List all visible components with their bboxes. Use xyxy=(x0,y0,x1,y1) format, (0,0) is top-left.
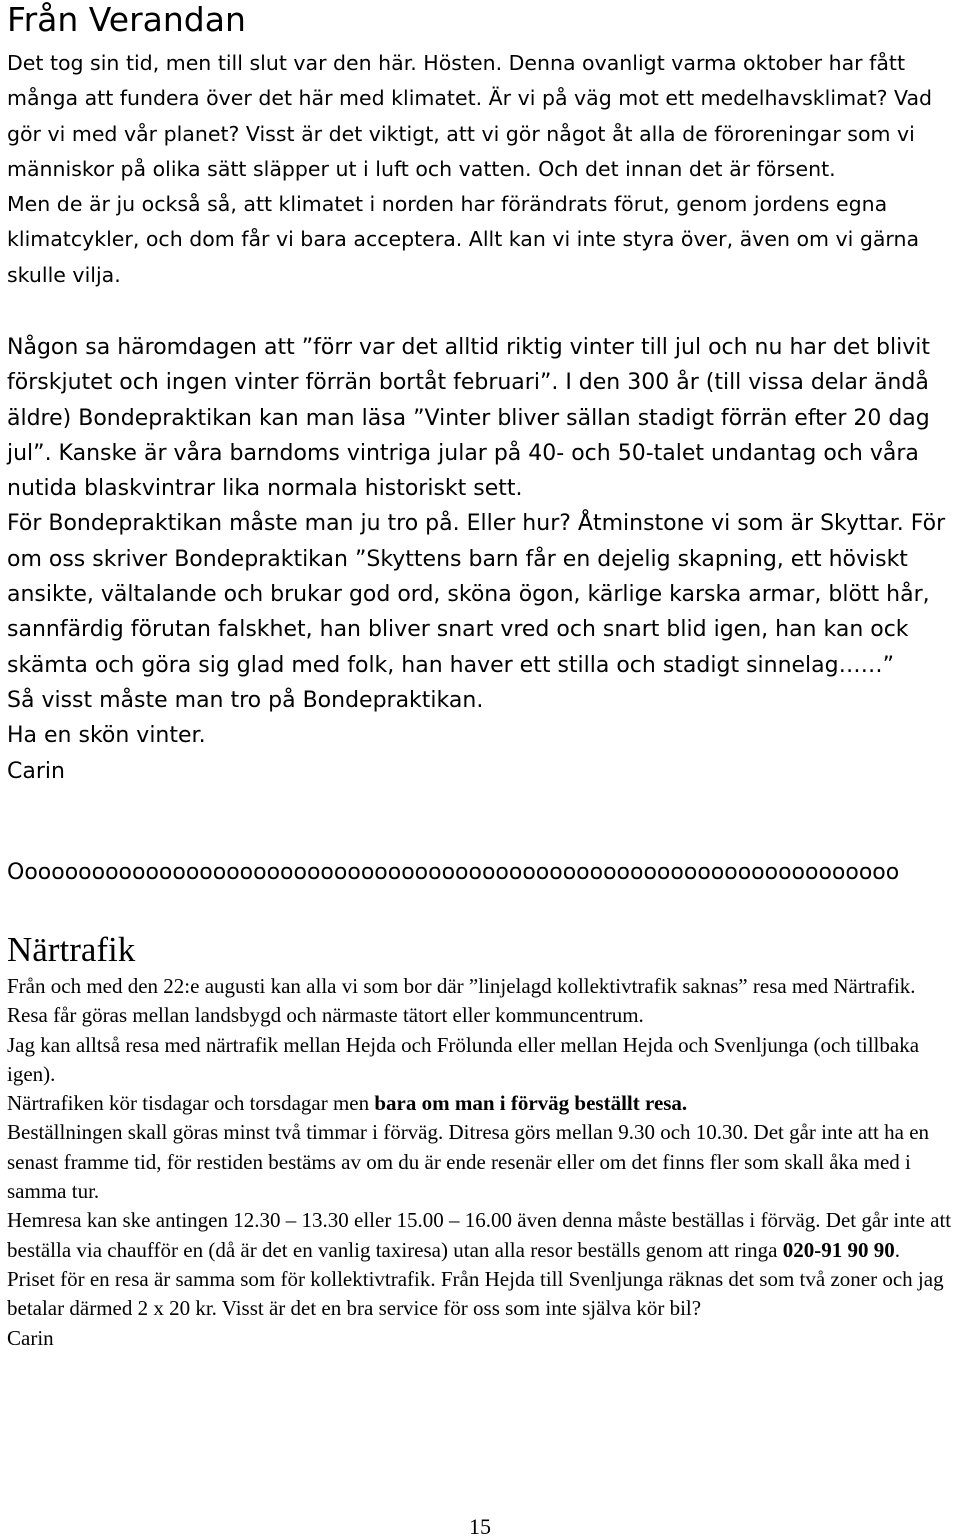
booking-required-text: bara om man i förväg beställt resa. xyxy=(374,1091,688,1116)
paragraph-nartrafik-route: Jag kan alltså resa med närtrafik mellan Hejda och Frölunda eller mellan Hejda och Svenljunga (och tillbaka igen). xyxy=(7,1032,920,1086)
phone-number: 020-91 90 90 xyxy=(782,1237,895,1262)
paragraph-greeting: Ha en skön vinter. xyxy=(7,723,206,749)
article-body-main xyxy=(7,330,953,789)
article-body-intro xyxy=(7,46,953,293)
article-title-fran-verandan: Från Verandan xyxy=(7,0,246,39)
paragraph-skyttar: För Bondepraktikan måste man ju tro på. Eller hur? Åtminstone vi som är Skyttar. För om oss skriver Bondepraktikan ”Skyttens barn får en dejelig skapning, ett höviskt ansikte, vältalande och brukar god ord, sköna ögon, kärlige karska armar, blött hår, sannfärdig förutan falskhet, han bliver snart vred och snart blid igen, han kan ock skämta och göra sig glad med folk, han haver ett stilla och stadigt sinnelag……” xyxy=(7,511,946,678)
section-divider: Oooooooooooooooooooooooooooooooooooooooooooooooooooooooooooooooooo xyxy=(7,860,900,885)
page-number: 15 xyxy=(469,1514,491,1539)
paragraph-climate-cycles: Men de är ju också så, att klimatet i norden har förändrats förut, genom jordens egna klimatcykler, och dom får vi bara acceptera. Allt kan vi inte styra över, även om vi gärna skulle vilja. xyxy=(7,192,920,287)
signature: Carin xyxy=(7,1325,54,1350)
article-body-nartrafik xyxy=(7,972,953,1353)
article-title-nartrafik: Närtrafik xyxy=(7,930,136,969)
paragraph-winter-quote: Någon sa häromdagen att ”förr var det alltid riktig vinter till jul och nu har det blivit förskjutet och ingen vinter förrän bortåt februari”. I den 300 år (till vissa delar ändå äldre) Bondepraktikan kan man läsa ”Vinter bliver sällan stadigt förrän efter 20 dag jul”. Kanske är våra barndoms vintriga jular på 40- och 50-talet undantag och våra nutida blaskvintrar lika normala historiskt sett. xyxy=(7,335,930,502)
paragraph-nartrafik-days xyxy=(7,1089,953,1118)
signature: Carin xyxy=(7,758,65,784)
return-text-end: . xyxy=(894,1237,900,1262)
paragraph-climate-autumn: Det tog sin tid, men till slut var den här. Hösten. Denna ovanligt varma oktober har fått många att fundera över det här med klimatet. Är vi på väg mot ett medelhavsklimat? Vad gör vi med vår planet? Visst är det viktigt, att vi gör något åt alla de föroreningar som vi människor på olika sätt släpper ut i luft och vatten. Och det innan det är försent. xyxy=(7,51,933,181)
paragraph-nartrafik-intro: Från och med den 22:e augusti kan alla vi som bor där ”linjelagd kollektivtrafik saknas” resa med Närtrafik. Resa får göras mellan landsbygd och närmaste tätort eller kommuncentrum. xyxy=(7,974,916,1028)
paragraph-nartrafik-price: Priset för en resa är samma som för kollektivtrafik. Från Hejda till Svenljunga räknas det som två zoner och jag betalar därmed 2 x 20 kr. Visst är det en bra service för oss som inte själva kör bil? xyxy=(7,1266,944,1321)
paragraph-nartrafik-return xyxy=(7,1206,953,1265)
paragraph-nartrafik-booking: Beställningen skall göras minst två timmar i förväg. Ditresa görs mellan 9.30 och 10.30. Det går inte att ha en senast framme tid, för restiden bestäms av om du är ende resenär eller om det finns fler som skall åka med i samma tur. xyxy=(7,1120,930,1204)
days-text: Närtrafiken kör tisdagar och torsdagar men xyxy=(7,1091,375,1116)
return-text: Hemresa kan ske antingen 12.30 – 13.30 eller 15.00 – 16.00 även denna måste beställas i förväg. Det går inte att beställa via chaufför en (då är det en vanlig taxiresa) utan alla resor beställs genom att ringa xyxy=(7,1208,952,1262)
paragraph-believe: Så visst måste man tro på Bondepraktikan. xyxy=(7,687,484,713)
